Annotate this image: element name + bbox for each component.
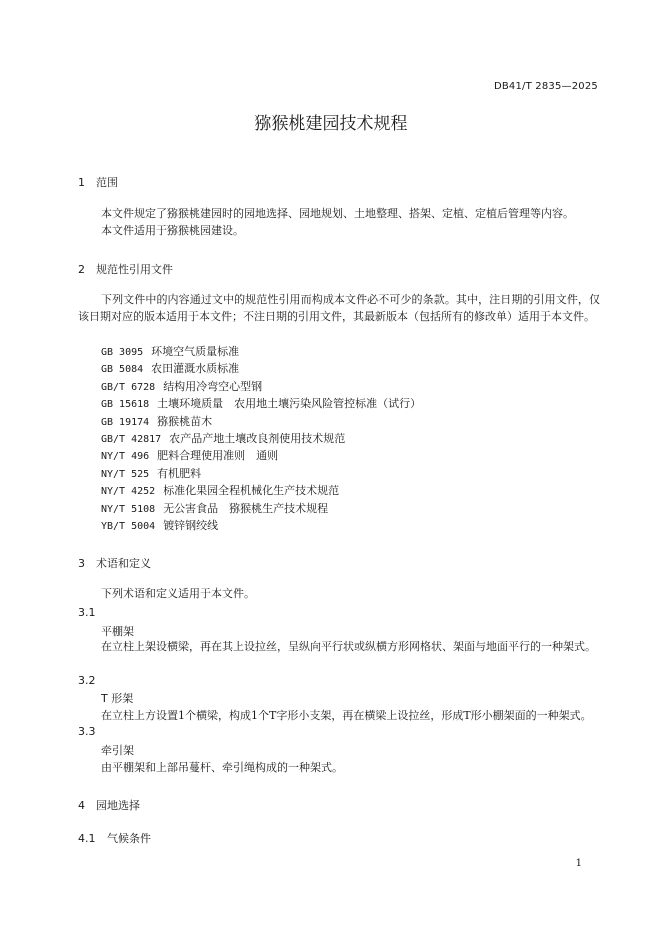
term-number: 3.3	[78, 725, 96, 738]
reference-list	[101, 343, 421, 534]
reference-name: 结构用冷弯空心型钢	[163, 379, 263, 393]
section-heading-site-selection	[78, 797, 140, 813]
reference-code: GB 5084	[101, 364, 144, 376]
reference-name: 有机肥料	[157, 466, 202, 480]
subsection-number: 4.1	[78, 832, 96, 845]
section-heading-scope	[78, 174, 118, 190]
term-definition: 由平棚架和上部吊蔓杆、牵引绳构成的一种架式。	[101, 761, 343, 774]
section-heading-normative-references	[78, 261, 173, 277]
reference-item	[101, 500, 421, 517]
reference-code: GB 15618	[101, 399, 150, 411]
subsection-title: 气候条件	[107, 832, 151, 845]
reference-code: NY/T 4252	[101, 486, 156, 498]
reference-item	[101, 360, 421, 377]
reference-name: 猕猴桃苗木	[157, 414, 213, 428]
reference-code: GB 19174	[101, 416, 150, 428]
section-title: 术语和定义	[96, 557, 151, 570]
subsection-heading-climate	[78, 830, 151, 846]
terms-intro-paragraph: 下列术语和定义适用于本文件。	[101, 587, 255, 600]
reference-code: GB/T 42817	[101, 433, 162, 445]
term-name: 平棚架	[101, 625, 134, 638]
reference-code: NY/T 496	[101, 451, 150, 463]
reference-name: 农产品产地土壤改良剂使用技术规范	[169, 431, 346, 445]
term-number: 3.1	[78, 606, 96, 619]
reference-item	[101, 447, 421, 464]
reference-code: GB 3095	[101, 347, 144, 358]
term-name: 牵引架	[101, 744, 134, 757]
normative-intro-paragraph: 下列文件中的内容通过文中的规范性引用而构成本文件必不可少的条款。其中，注日期的引用文件，仅该日期对应的版本适用于本文件；不注日期的引用文件，其最新版本（包括所有的修改单）适用于本文件。	[78, 293, 600, 323]
document-title: 猕猴桃建园技术规程	[254, 114, 408, 134]
section-number: 4	[78, 799, 85, 812]
term-name: T 形架	[101, 692, 134, 705]
reference-code: GB/T 6728	[101, 381, 156, 393]
section-title: 范围	[96, 176, 118, 189]
reference-name: 镀锌钢绞线	[163, 518, 219, 532]
section-heading-terms	[78, 555, 151, 571]
section-number: 1	[78, 176, 85, 189]
section-title: 园地选择	[96, 799, 140, 812]
reference-name: 肥料合理使用准则 通则	[157, 449, 279, 463]
section-number: 3	[78, 557, 85, 570]
reference-item	[101, 517, 421, 534]
standard-code: DB41/T 2835—2025	[493, 81, 598, 92]
section-title: 规范性引用文件	[96, 263, 173, 276]
reference-name: 土壤环境质量 农用地土壤污染风险管控标准（试行）	[157, 397, 422, 411]
reference-name: 标准化果园全程机械化生产技术规范	[163, 484, 340, 498]
reference-item	[101, 413, 421, 430]
reference-name: 无公害食品 猕猴桃生产技术规程	[163, 501, 329, 515]
reference-code: NY/T 525	[101, 468, 150, 480]
reference-item	[101, 482, 421, 499]
reference-name: 农田灌溉水质标准	[151, 362, 240, 376]
section-number: 2	[78, 263, 85, 276]
term-definition: 在立柱上架设横梁，再在其上设拉丝，呈纵向平行状或纵横方形网格状、架面与地面平行的一种架式。	[101, 640, 596, 653]
reference-code: YB/T 5004	[101, 520, 156, 532]
reference-item	[101, 343, 421, 360]
scope-paragraph-2: 本文件适用于猕猴桃园建设。	[101, 224, 244, 237]
page-number: 1	[575, 858, 582, 869]
reference-item	[101, 378, 421, 395]
scope-paragraph-1: 本文件规定了猕猴桃建园时的园地选择、园地规划、土地整理、搭架、定植、定植后管理等内容。	[101, 207, 574, 220]
reference-item	[101, 430, 421, 447]
reference-code: NY/T 5108	[101, 503, 156, 515]
reference-item	[101, 465, 421, 482]
term-number: 3.2	[78, 674, 96, 687]
reference-name: 环境空气质量标准	[151, 345, 240, 358]
reference-item	[101, 395, 421, 412]
term-definition: 在立柱上方设置1个横梁，构成1个T字形小支架，再在横梁上设拉丝，形成T形小棚架面的一种架式。	[101, 709, 592, 722]
